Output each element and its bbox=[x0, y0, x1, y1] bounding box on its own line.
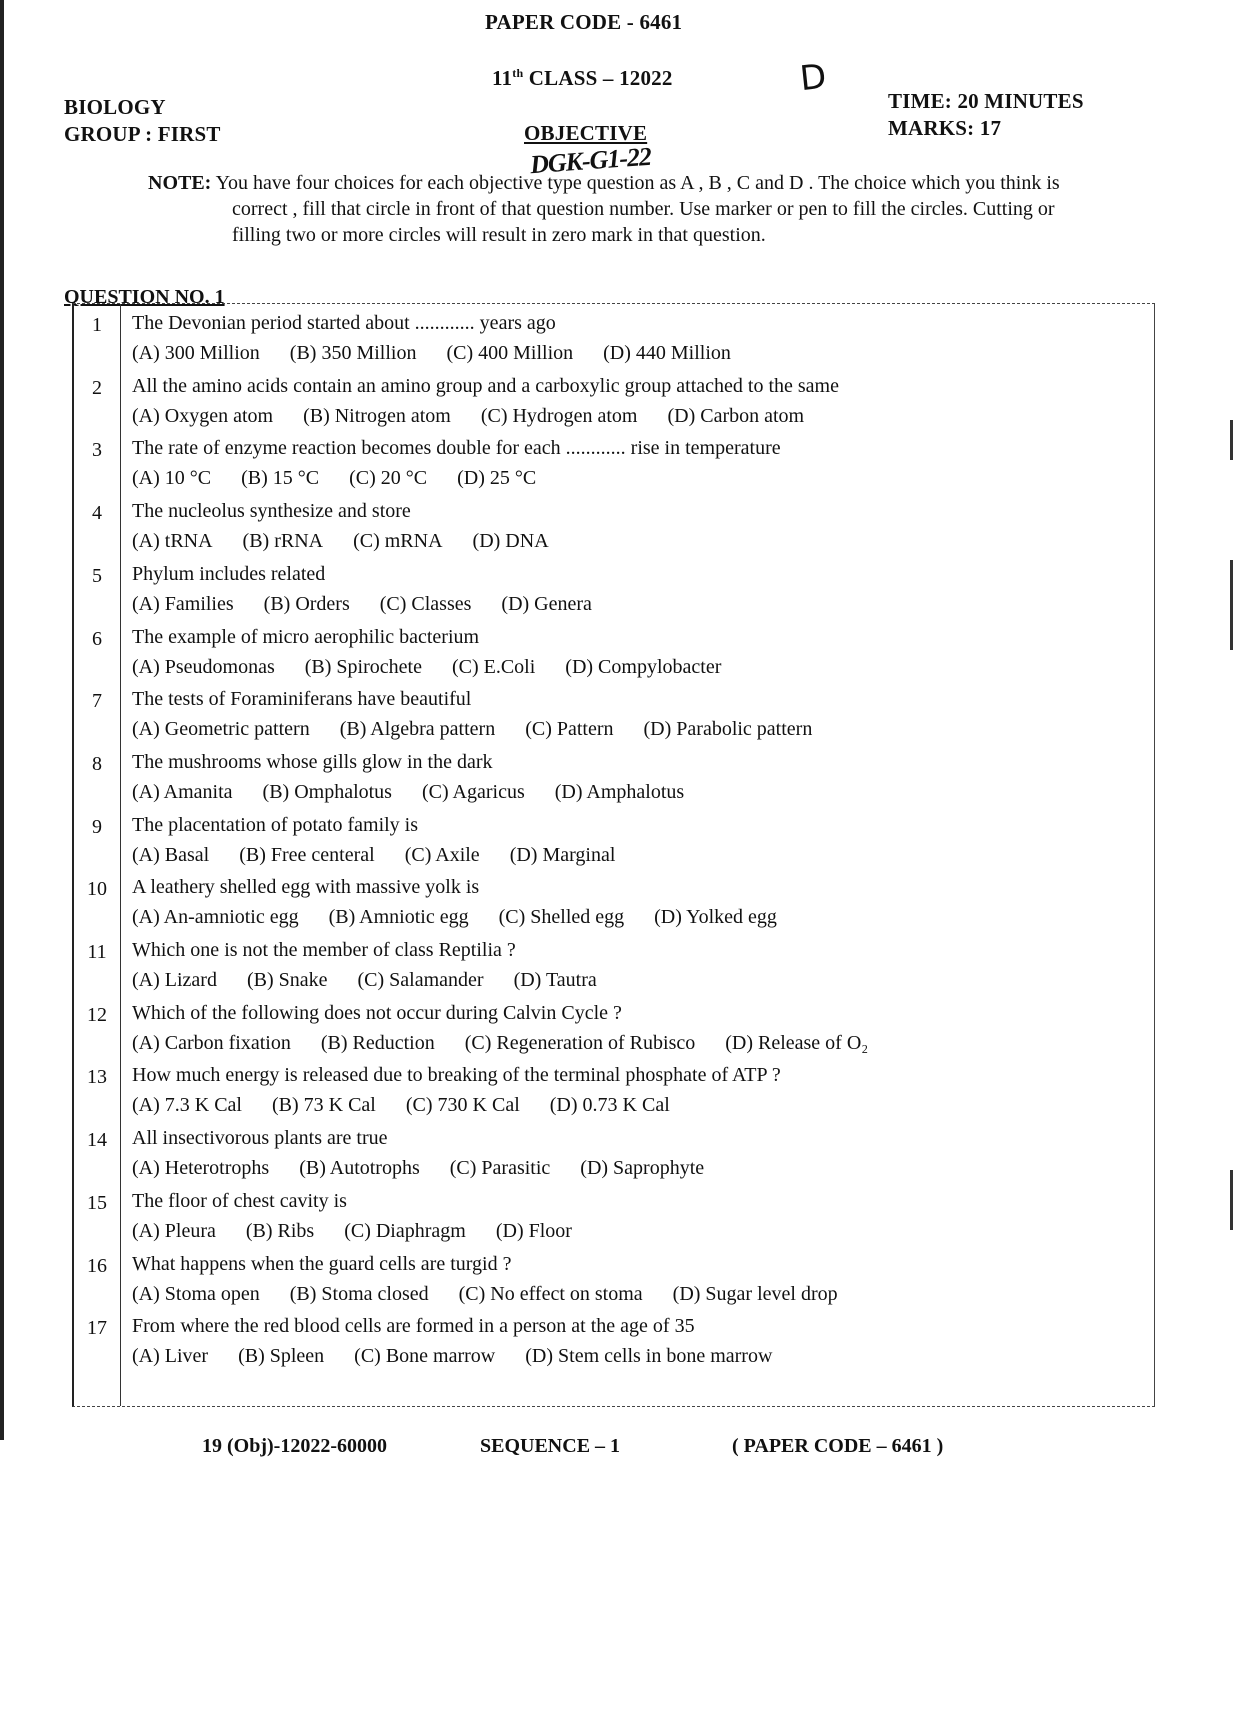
answer-option: (A) Pseudomonas bbox=[132, 655, 275, 678]
answer-option: (B) 350 Million bbox=[289, 342, 417, 364]
answer-option: (A) Oxygen atom bbox=[132, 404, 274, 427]
question-text: The example of micro aerophilic bacterium bbox=[132, 625, 480, 648]
answer-option: (C) E.Coli bbox=[451, 655, 536, 678]
question-options bbox=[132, 1220, 602, 1243]
answer-option: (A) Pleura bbox=[132, 1219, 216, 1242]
question-number: 7 bbox=[92, 690, 102, 713]
answer-option: (D) Marginal bbox=[509, 843, 616, 866]
answer-option: (D) Compylobacter bbox=[565, 655, 722, 678]
handwritten-code: DGK-G1-22 bbox=[529, 141, 652, 180]
question-options bbox=[132, 1345, 802, 1368]
answer-option: (C) 20 °C bbox=[349, 467, 428, 490]
scan-margin-mark bbox=[1230, 1170, 1233, 1230]
question-text: What happens when the guard cells are turgid ? bbox=[132, 1252, 512, 1275]
footer-sequence: SEQUENCE – 1 bbox=[480, 1435, 621, 1457]
answer-option: (B) 73 K Cal bbox=[271, 1094, 376, 1117]
answer-option: (D) Release of O₂ bbox=[725, 1031, 869, 1054]
question-number: 6 bbox=[92, 627, 102, 650]
question-text: The tests of Foraminiferans have beautiful bbox=[132, 688, 472, 711]
marks-label: MARKS: 17 bbox=[888, 116, 1002, 140]
answer-option: (A) tRNA bbox=[132, 530, 213, 553]
answer-option: (B) Ribs bbox=[245, 1219, 315, 1242]
question-number: 4 bbox=[92, 502, 102, 525]
class-ordinal: th bbox=[512, 66, 524, 80]
question-number: 12 bbox=[87, 1003, 107, 1026]
answer-option: (D) Floor bbox=[495, 1219, 572, 1242]
question-row bbox=[74, 618, 1154, 681]
question-options bbox=[132, 844, 645, 867]
question-row bbox=[74, 1307, 1154, 1370]
question-row bbox=[74, 1119, 1154, 1182]
question-row bbox=[74, 931, 1154, 994]
answer-option: (B) Snake bbox=[246, 969, 328, 991]
question-number: 14 bbox=[87, 1129, 107, 1152]
question-options bbox=[132, 906, 807, 929]
answer-option: (D) Yolked egg bbox=[654, 906, 777, 929]
class-session: CLASS – 12022 bbox=[523, 66, 673, 90]
answer-option: (D) Stem cells in bone marrow bbox=[525, 1345, 773, 1368]
footer-paper-code: ( PAPER CODE – 6461 ) bbox=[732, 1435, 944, 1457]
question-number: 2 bbox=[92, 376, 102, 399]
handwritten-mark: D bbox=[797, 56, 829, 100]
answer-option: (B) 15 °C bbox=[241, 467, 320, 490]
answer-option: (C) Salamander bbox=[357, 969, 484, 991]
answer-option: (A) Heterotrophs bbox=[132, 1157, 270, 1180]
answer-option: (B) Amniotic egg bbox=[328, 906, 469, 929]
answer-option: (C) Pattern bbox=[525, 718, 614, 741]
answer-option: (D) Saprophyte bbox=[580, 1157, 705, 1180]
question-row bbox=[74, 1245, 1154, 1308]
question-options bbox=[132, 405, 834, 428]
section-title: OBJECTIVE bbox=[524, 121, 648, 145]
answer-option: (A) 7.3 K Cal bbox=[132, 1094, 242, 1117]
answer-option: (D) DNA bbox=[472, 530, 549, 553]
question-text: How much energy is released due to breaking of the terminal phosphate of ATP ? bbox=[132, 1064, 781, 1087]
question-row bbox=[74, 743, 1154, 806]
questions-table bbox=[72, 303, 1155, 1407]
answer-option: (B) Reduction bbox=[320, 1031, 435, 1054]
question-text: All the amino acids contain an amino group and a carboxylic group attached to the same bbox=[132, 374, 839, 397]
question-options bbox=[132, 1032, 898, 1055]
question-options bbox=[132, 530, 579, 553]
question-options bbox=[132, 656, 751, 679]
answer-option: (A) Geometric pattern bbox=[132, 718, 310, 741]
answer-option: (B) rRNA bbox=[242, 530, 324, 553]
question-options bbox=[132, 342, 761, 365]
page-left-edge bbox=[0, 0, 4, 1440]
question-text: Which one is not the member of class Reptilia ? bbox=[132, 939, 516, 961]
time-label: TIME: 20 MINUTES bbox=[888, 89, 1084, 113]
answer-option: (A) Stoma open bbox=[132, 1282, 260, 1305]
question-text: The floor of chest cavity is bbox=[132, 1189, 347, 1212]
answer-option: (B) Free centeral bbox=[239, 843, 375, 866]
subject-label: BIOLOGY bbox=[64, 95, 166, 119]
answer-option: (B) Spleen bbox=[238, 1345, 325, 1368]
answer-option: (D) Genera bbox=[501, 592, 592, 615]
question-row bbox=[74, 994, 1154, 1057]
answer-option: (D) Parabolic pattern bbox=[643, 718, 813, 741]
question-text: From where the red blood cells are formed in a person at the age of 35 bbox=[132, 1315, 695, 1338]
answer-option: (B) Omphalotus bbox=[262, 780, 392, 803]
answer-option: (A) An-amniotic egg bbox=[132, 906, 299, 929]
note-label: NOTE: bbox=[148, 172, 212, 194]
answer-option: (C) Regeneration of Rubisco bbox=[464, 1031, 696, 1054]
answer-option: (C) Parasitic bbox=[449, 1157, 551, 1180]
answer-option: (B) Autotrophs bbox=[299, 1157, 420, 1180]
answer-option: (B) Orders bbox=[263, 592, 350, 615]
paper-code-top: PAPER CODE - 6461 bbox=[485, 10, 683, 34]
answer-option: (C) 730 K Cal bbox=[405, 1094, 520, 1117]
answer-option: (B) Stoma closed bbox=[289, 1282, 429, 1305]
answer-option: (A) Liver bbox=[132, 1345, 209, 1368]
answer-option: (B) Algebra pattern bbox=[339, 718, 496, 741]
question-row bbox=[74, 868, 1154, 931]
answer-option: (C) Shelled egg bbox=[498, 906, 625, 929]
question-options bbox=[132, 1283, 868, 1306]
question-text: A leathery shelled egg with massive yolk is bbox=[132, 876, 480, 899]
question-number: 15 bbox=[87, 1191, 107, 1214]
question-number: 1 bbox=[92, 314, 102, 336]
scan-margin-mark bbox=[1230, 420, 1233, 460]
answer-option: (D) Sugar level drop bbox=[672, 1282, 838, 1305]
answer-option: (C) Bone marrow bbox=[354, 1345, 496, 1368]
question-number: 5 bbox=[92, 564, 102, 587]
answer-option: (A) 10 °C bbox=[132, 467, 212, 490]
note-text: You have four choices for each objective type question as A , B , C and D . The choice which you think is correct , fill that circle in front of that question number. Use marker or pen to fill the circles. Cutting or filling two or more circles will result in zero mark in that question. bbox=[215, 172, 1060, 246]
instructions-note bbox=[64, 170, 1064, 248]
question-number: 16 bbox=[87, 1254, 107, 1277]
question-row bbox=[74, 1056, 1154, 1119]
scan-margin-mark bbox=[1230, 560, 1233, 650]
question-number: 8 bbox=[92, 752, 102, 775]
answer-option: (C) No effect on stoma bbox=[458, 1282, 643, 1305]
answer-option: (C) Agaricus bbox=[421, 780, 525, 803]
question-number: 17 bbox=[87, 1317, 107, 1340]
question-row bbox=[74, 1182, 1154, 1245]
question-row bbox=[74, 806, 1154, 869]
answer-option: (D) 440 Million bbox=[603, 342, 731, 364]
question-heading: QUESTION NO. 1 bbox=[64, 286, 225, 308]
question-options bbox=[132, 1157, 734, 1180]
question-options bbox=[132, 1094, 700, 1117]
class-number: 11 bbox=[492, 66, 513, 90]
question-row bbox=[74, 429, 1154, 492]
question-options bbox=[132, 781, 714, 804]
answer-option: (C) Axile bbox=[404, 843, 480, 866]
answer-option: (A) Lizard bbox=[132, 969, 217, 991]
class-line bbox=[492, 66, 673, 91]
question-text: The Devonian period started about ............ years ago bbox=[132, 312, 556, 334]
question-text: Which of the following does not occur during Calvin Cycle ? bbox=[132, 1001, 622, 1024]
answer-option: (A) 300 Million bbox=[132, 342, 260, 364]
question-options bbox=[132, 593, 622, 616]
question-options bbox=[132, 969, 627, 992]
question-text: All insectivorous plants are true bbox=[132, 1127, 388, 1150]
answer-option: (C) Diaphragm bbox=[344, 1219, 466, 1242]
footer-ref: 19 (Obj)-12022-60000 bbox=[202, 1435, 387, 1457]
question-number: 11 bbox=[87, 941, 107, 963]
answer-option: (D) Carbon atom bbox=[667, 404, 805, 427]
question-row bbox=[74, 680, 1154, 743]
group-label: GROUP : FIRST bbox=[64, 122, 221, 146]
answer-option: (D) 25 °C bbox=[457, 467, 537, 490]
answer-option: (B) Spirochete bbox=[304, 655, 422, 678]
answer-option: (A) Families bbox=[132, 592, 234, 615]
question-row bbox=[74, 492, 1154, 555]
answer-option: (A) Amanita bbox=[132, 780, 233, 803]
question-options bbox=[132, 467, 566, 490]
question-number: 3 bbox=[92, 439, 102, 462]
question-text: The mushrooms whose gills glow in the dark bbox=[132, 750, 493, 773]
question-number: 10 bbox=[87, 878, 107, 901]
answer-option: (B) Nitrogen atom bbox=[303, 404, 451, 427]
question-text: Phylum includes related bbox=[132, 562, 326, 585]
question-text: The rate of enzyme reaction becomes double for each ............ rise in temperature bbox=[132, 437, 781, 460]
question-row bbox=[74, 555, 1154, 618]
answer-option: (C) 400 Million bbox=[446, 342, 574, 364]
question-text: The placentation of potato family is bbox=[132, 813, 419, 836]
question-text: The nucleolus synthesize and store bbox=[132, 500, 411, 523]
question-number: 9 bbox=[92, 815, 102, 838]
question-number: 13 bbox=[87, 1066, 107, 1089]
answer-option: (D) Amphalotus bbox=[554, 780, 685, 803]
question-options bbox=[132, 718, 842, 741]
question-row bbox=[74, 367, 1154, 430]
question-row bbox=[74, 304, 1154, 367]
answer-option: (C) Classes bbox=[379, 592, 472, 615]
answer-option: (C) mRNA bbox=[353, 530, 443, 553]
answer-option: (A) Carbon fixation bbox=[132, 1031, 291, 1054]
answer-option: (A) Basal bbox=[132, 843, 210, 866]
answer-option: (D) 0.73 K Cal bbox=[549, 1094, 670, 1117]
answer-option: (D) Tautra bbox=[513, 969, 597, 991]
answer-option: (C) Hydrogen atom bbox=[480, 404, 638, 427]
